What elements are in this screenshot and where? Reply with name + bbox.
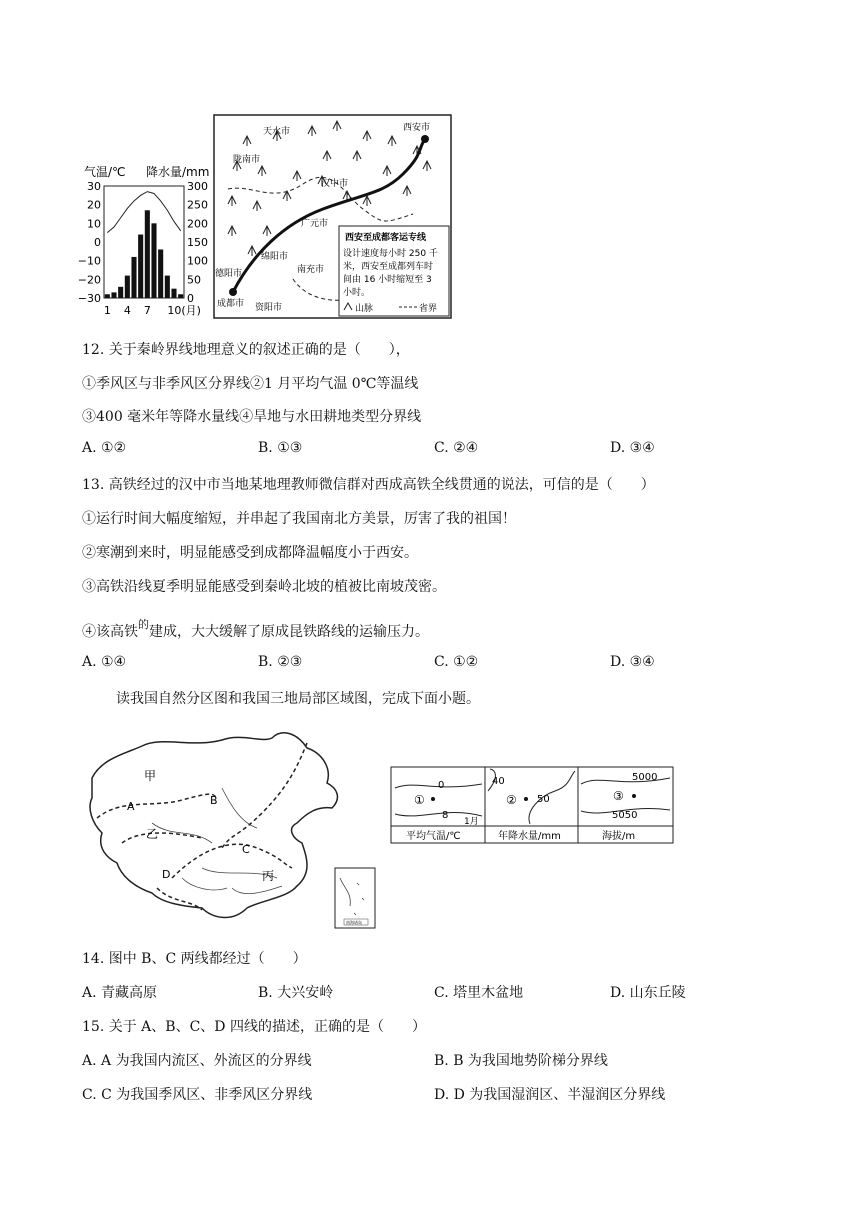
city-ziyang: 资阳市	[255, 303, 283, 313]
temperature-curve	[107, 192, 180, 233]
china-division-map	[82, 728, 382, 933]
precip-bar	[118, 287, 123, 298]
three-local-maps	[390, 766, 676, 846]
q12-option-a[interactable]: A. ①②	[82, 440, 127, 456]
precip-bar	[178, 294, 183, 298]
q13-statement-4-part-a: ④该高铁	[82, 624, 138, 640]
q13-statement-1: ①运行时间大幅度缩短，并串起了我国南北方美景，厉害了我的祖国！	[82, 511, 516, 527]
temp-axis-label: 气温/℃	[84, 165, 126, 179]
panel2-iso-bottom: 50	[537, 794, 550, 805]
precip-bar	[138, 235, 143, 298]
panel3-caption: 海拔/m	[602, 831, 636, 842]
line-label-b: B	[210, 794, 218, 807]
panel1-point	[431, 797, 435, 801]
precip-axis-label: 降水量/mm	[146, 165, 210, 179]
q14-option-b[interactable]: B. 大兴安岭	[258, 985, 334, 1001]
panel1-iso-top: 0	[438, 780, 445, 791]
q13-statement-4-superscript: 的	[138, 618, 149, 631]
panel2-marker: ②	[506, 793, 517, 807]
precip-bar	[145, 210, 150, 298]
precip-bar	[171, 289, 176, 298]
inset-caption: 南海诸岛	[346, 920, 362, 925]
legend-line-3: 间由 16 小时缩短至 3	[343, 275, 432, 285]
panel1-caption: 平均气温/℃	[406, 831, 461, 842]
legend-line-4: 小时。	[343, 288, 371, 298]
region-bing: 丙	[262, 869, 275, 883]
q12-option-b[interactable]: B. ①③	[258, 440, 303, 456]
climate-chart	[77, 160, 214, 320]
legend-mountain: 山脉	[355, 304, 374, 314]
q15-stem: 15. 关于 A、B、C、D 四线的描述，正确的是（ ）	[82, 1019, 426, 1035]
q13-statement-3: ③高铁沿线夏季明显能感受到秦岭北坡的植被比南坡茂密。	[82, 579, 446, 595]
q12-option-d[interactable]: D. ③④	[610, 440, 655, 456]
panel2-caption: 年降水量/mm	[498, 831, 561, 842]
city-nanchong: 南充市	[297, 265, 325, 275]
month-tick-label: 10(月)	[167, 304, 201, 317]
q14-option-c[interactable]: C. 塔里木盆地	[434, 985, 524, 1001]
precip-tick-label: 250	[187, 198, 208, 212]
line-label-c: C	[242, 843, 250, 856]
q14-option-d[interactable]: D. 山东丘陵	[610, 985, 686, 1001]
panel3-iso-bottom: 5050	[612, 810, 638, 821]
precip-bar	[165, 276, 170, 298]
precip-bar	[151, 223, 156, 298]
precip-tick-label: 200	[187, 217, 208, 231]
legend-line-2: 米，西安至成都列车时	[343, 262, 434, 272]
q15-option-d[interactable]: D. D 为我国湿润区、半湿润区分界线	[434, 1087, 666, 1103]
legend-boundary: 省界	[419, 304, 438, 314]
temp-tick-label: 0	[94, 236, 101, 249]
precip-bar	[125, 276, 130, 298]
month-tick-label: 4	[123, 304, 131, 317]
precip-tick-label: 100	[187, 254, 208, 268]
panel2-point	[524, 797, 528, 801]
q13-option-a[interactable]: A. ①④	[82, 654, 127, 670]
city-mianyang: 绵阳市	[261, 252, 289, 262]
precip-tick-label: 50	[187, 273, 201, 287]
region-yi: 乙	[146, 827, 159, 841]
panel1-iso-bottom: 8	[442, 810, 449, 821]
panel3-marker: ③	[613, 789, 624, 803]
panel1-marker: ①	[414, 793, 425, 807]
route-map	[213, 114, 453, 320]
temp-tick-label: −10	[77, 254, 101, 268]
region-jia: 甲	[144, 769, 157, 783]
temp-tick-label: 20	[87, 198, 101, 212]
q12-stem: 12. 关于秦岭界线地理意义的叙述正确的是（ ），	[82, 342, 410, 358]
q13-statement-4	[82, 616, 429, 641]
precip-bar	[111, 292, 116, 298]
q13-option-c[interactable]: C. ①②	[434, 654, 479, 670]
panel3-iso-top: 5000	[632, 772, 658, 783]
line-label-d: D	[162, 868, 171, 881]
precip-bar	[158, 249, 163, 298]
city-xian: 西安市	[403, 123, 431, 133]
q13-stem: 13. 高铁经过的汉中市当地某地理教师微信群对西成高铁全线贯通的说法，可信的是（ ）	[82, 477, 655, 493]
precip-tick-label: 0	[187, 292, 194, 305]
panel3-point	[632, 794, 636, 798]
q13-option-d[interactable]: D. ③④	[610, 654, 655, 670]
precip-bar	[131, 257, 136, 298]
precip-tick-label: 300	[187, 180, 208, 193]
south-sea-inset	[335, 868, 375, 928]
precip-bar	[105, 294, 110, 298]
q13-statement-4-part-c: 建成，大大缓解了原成昆铁路线的运输压力。	[149, 624, 429, 640]
month-tick-label: 1	[103, 304, 111, 317]
q13-option-b[interactable]: B. ②③	[258, 654, 303, 670]
temp-tick-label: −30	[77, 292, 101, 305]
city-longnan: 陇南市	[233, 155, 261, 165]
city-hanzhong: 汉中市	[321, 179, 349, 189]
city-chengdu: 成都市	[217, 299, 245, 309]
line-label-a: A	[127, 800, 135, 813]
temp-tick-label: −20	[77, 273, 101, 287]
precip-tick-label: 150	[187, 236, 208, 249]
xian-point	[421, 135, 429, 143]
q15-option-c[interactable]: C. C 为我国季风区、非季风区分界线	[82, 1087, 313, 1103]
q13-statement-2: ②寒潮到来时，明显能感受到成都降温幅度小于西安。	[82, 545, 418, 561]
q12-option-c[interactable]: C. ②④	[434, 440, 479, 456]
panel1-note: 1月	[464, 817, 479, 827]
chengdu-point	[229, 288, 237, 296]
panel2-iso-top: 40	[492, 776, 505, 787]
temp-tick-label: 30	[87, 180, 101, 193]
group-intro: 读我国自然分区图和我国三地局部区域图，完成下面小题。	[116, 691, 480, 707]
legend-box	[339, 226, 449, 316]
q14-stem: 14. 图中 B、C 两线都经过（ ）	[82, 951, 307, 967]
q15-option-a[interactable]: A. A 为我国内流区、外流区的分界线	[82, 1053, 312, 1069]
month-tick-label: 7	[143, 304, 151, 317]
city-guangyuan: 广元市	[301, 219, 329, 229]
legend-title: 西安至成都客运专线	[345, 233, 427, 243]
city-tianshui: 天水市	[263, 127, 291, 137]
temp-tick-label: 10	[87, 217, 101, 231]
legend-line-1: 设计速度每小时 250 千	[343, 249, 438, 259]
q14-option-a[interactable]: A. 青藏高原	[82, 985, 158, 1001]
city-deyang: 德阳市	[215, 269, 243, 279]
q15-option-b[interactable]: B. B 为我国地势阶梯分界线	[434, 1053, 608, 1069]
chart-frame	[104, 186, 184, 298]
q12-statement-2: ③400 毫米年等降水量线④旱地与水田耕地类型分界线	[82, 409, 422, 425]
q12-statement-1: ①季风区与非季风区分界线②1 月平均气温 0℃等温线	[82, 376, 419, 392]
